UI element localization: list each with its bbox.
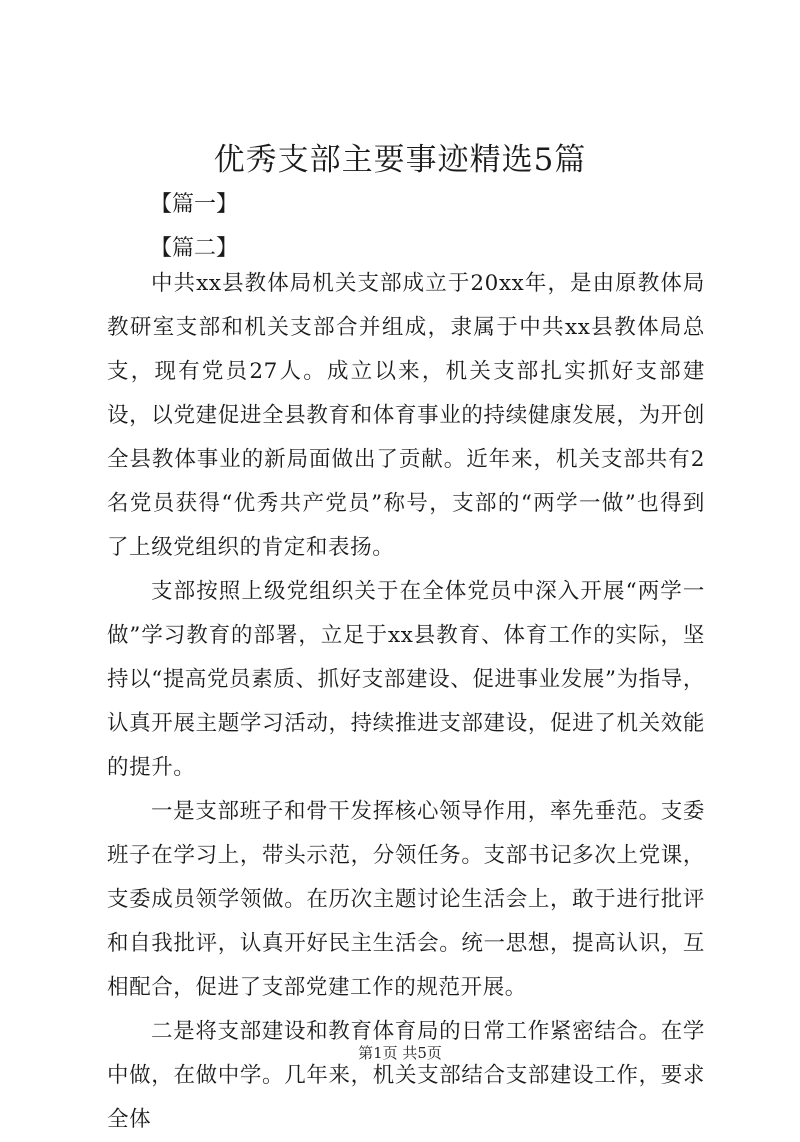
page-footer: 第1页 共5页	[358, 1044, 442, 1062]
section-label-one: 【篇一】	[150, 192, 239, 217]
section-label-two: 【篇二】	[150, 236, 239, 261]
document-title: 优秀支部主要事迹精选5篇	[213, 142, 587, 178]
paragraph-4: 二是将支部建设和教育体育局的日常工作紧密结合。在学中做，在做中学。几年来，机关支部结合支部建设工作，要求全体	[107, 1019, 705, 1132]
paragraph-3: 一是支部班子和骨干发挥核心领导作用，率先垂范。支委班子在学习上，带头示范，分领任务。支部书记多次上党课，支委成员领学领做。在历次主题讨论生活会上，敢于进行批评和自我批评，认真开好民主生活会。统一思想，提高认识，互相配合，促进了支部党建工作的规范开展。	[107, 799, 705, 1000]
paragraph-1: 中共xx县教体局机关支部成立于20xx年，是由原教体局教研室支部和机关支部合并组成，隶属于中共xx县教体局总支，现有党员27人。成立以来，机关支部扎实抓好支部建设，以党建促进全县教育和体育事业的持续健康发展，为开创全县教体事业的新局面做出了贡献。近年来，机关支部共有2名党员获得“优秀共产党员”称号，支部的“两学一做”也得到了上级党组织的肯定和表扬。	[107, 271, 705, 560]
paragraph-2: 支部按照上级党组织关于在全体党员中深入开展“两学一做”学习教育的部署，立足于xx县教育、体育工作的实际，坚持以“提高党员素质、抓好支部建设、促进事业发展”为指导，认真开展主题学习活动，持续推进支部建设，促进了机关效能的提升。	[107, 579, 705, 780]
body-text	[107, 262, 705, 1142]
